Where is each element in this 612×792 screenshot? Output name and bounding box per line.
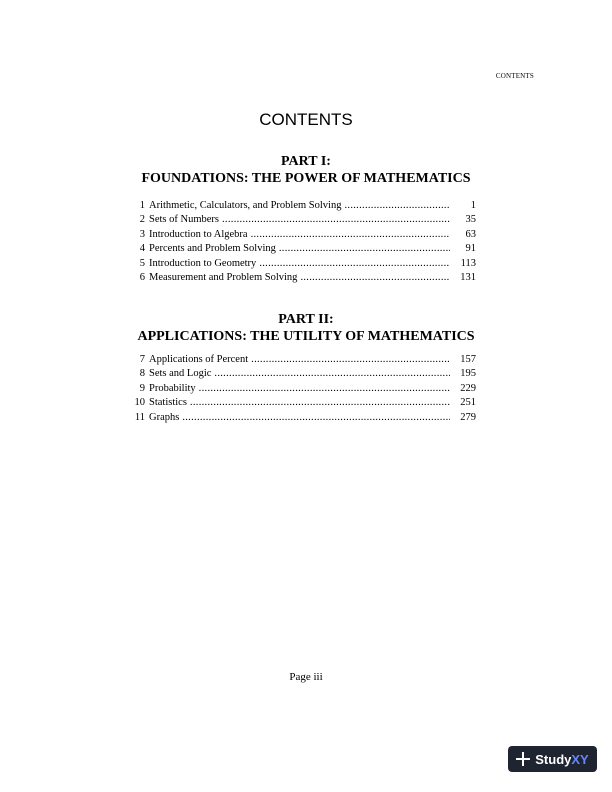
chapter-page: 91 — [465, 243, 476, 255]
chapter-number: 6 — [139, 271, 145, 283]
chapter-title: Applications of Percent — [149, 354, 249, 365]
dot-leader — [344, 199, 450, 213]
toc-list-part-1 — [133, 199, 476, 285]
dot-leader — [251, 353, 450, 367]
chapter-page: 279 — [460, 411, 476, 423]
studyxy-badge[interactable] — [508, 746, 597, 772]
chapter-title: Graphs — [149, 411, 180, 423]
chapter-title: Probability — [149, 382, 196, 394]
chapter-title: Sets and Logic — [149, 368, 212, 380]
toc-entry[interactable] — [133, 382, 476, 396]
part-heading-1 — [0, 153, 612, 187]
badge-brand-accent: XY — [571, 751, 589, 767]
part-heading-2 — [0, 311, 612, 345]
chapter-number: 3 — [139, 228, 145, 240]
chapter-page: 157 — [460, 354, 476, 365]
page-number: Page iii — [289, 671, 323, 683]
part-label: PART II: — [278, 312, 334, 327]
chapter-page: 251 — [460, 397, 476, 409]
toc-entry[interactable] — [133, 242, 476, 256]
dot-leader — [251, 228, 450, 242]
chapter-page: 63 — [465, 228, 476, 240]
toc-entry[interactable] — [133, 257, 476, 271]
part-subtitle: APPLICATIONS: THE UTILITY OF MATHEMATICS — [137, 329, 475, 344]
dot-leader — [222, 213, 450, 227]
dot-leader — [190, 396, 450, 410]
toc-list-part-2 — [133, 353, 476, 425]
toc-entry[interactable] — [133, 396, 476, 410]
chapter-number: 10 — [134, 397, 145, 409]
plus-icon — [516, 752, 530, 766]
chapter-page: 195 — [460, 368, 476, 380]
chapter-number: 2 — [139, 214, 145, 226]
chapter-title: Sets of Numbers — [149, 214, 219, 226]
running-header: CONTENTS — [495, 72, 534, 80]
chapter-number: 7 — [139, 354, 145, 365]
toc-entry[interactable] — [133, 353, 476, 367]
dot-leader — [279, 242, 450, 256]
chapter-title: Introduction to Geometry — [149, 257, 257, 269]
dot-leader — [259, 257, 450, 271]
part-label: PART I: — [281, 154, 331, 169]
chapter-page: 35 — [465, 214, 476, 226]
dot-leader — [214, 367, 450, 381]
chapter-title: Statistics — [149, 397, 187, 409]
chapter-number: 8 — [139, 368, 145, 380]
chapter-number: 4 — [139, 243, 145, 255]
chapter-number: 5 — [139, 257, 145, 269]
chapter-title: Introduction to Algebra — [149, 228, 248, 240]
chapter-title: Percents and Problem Solving — [149, 243, 276, 255]
chapter-title: Measurement and Problem Solving — [149, 271, 298, 283]
part-subtitle: FOUNDATIONS: THE POWER OF MATHEMATICS — [141, 171, 471, 186]
chapter-page: 1 — [470, 200, 476, 211]
toc-entry[interactable] — [133, 367, 476, 381]
dot-leader — [300, 271, 450, 285]
page-title: CONTENTS — [259, 110, 353, 129]
toc-entry[interactable] — [133, 213, 476, 227]
chapter-page: 113 — [460, 257, 476, 269]
toc-entry[interactable] — [133, 199, 476, 213]
chapter-number: 1 — [139, 200, 145, 211]
toc-entry[interactable] — [133, 228, 476, 242]
chapter-title: Arithmetic, Calculators, and Problem Solving — [149, 200, 342, 211]
toc-entry[interactable] — [133, 411, 476, 425]
toc-entry[interactable] — [133, 271, 476, 285]
chapter-number: 9 — [139, 382, 145, 394]
badge-brand-main: Study — [535, 751, 572, 767]
dot-leader — [182, 411, 450, 425]
chapter-page: 229 — [460, 382, 476, 394]
chapter-page: 131 — [460, 271, 476, 283]
chapter-number: 11 — [134, 411, 145, 423]
dot-leader — [199, 382, 450, 396]
